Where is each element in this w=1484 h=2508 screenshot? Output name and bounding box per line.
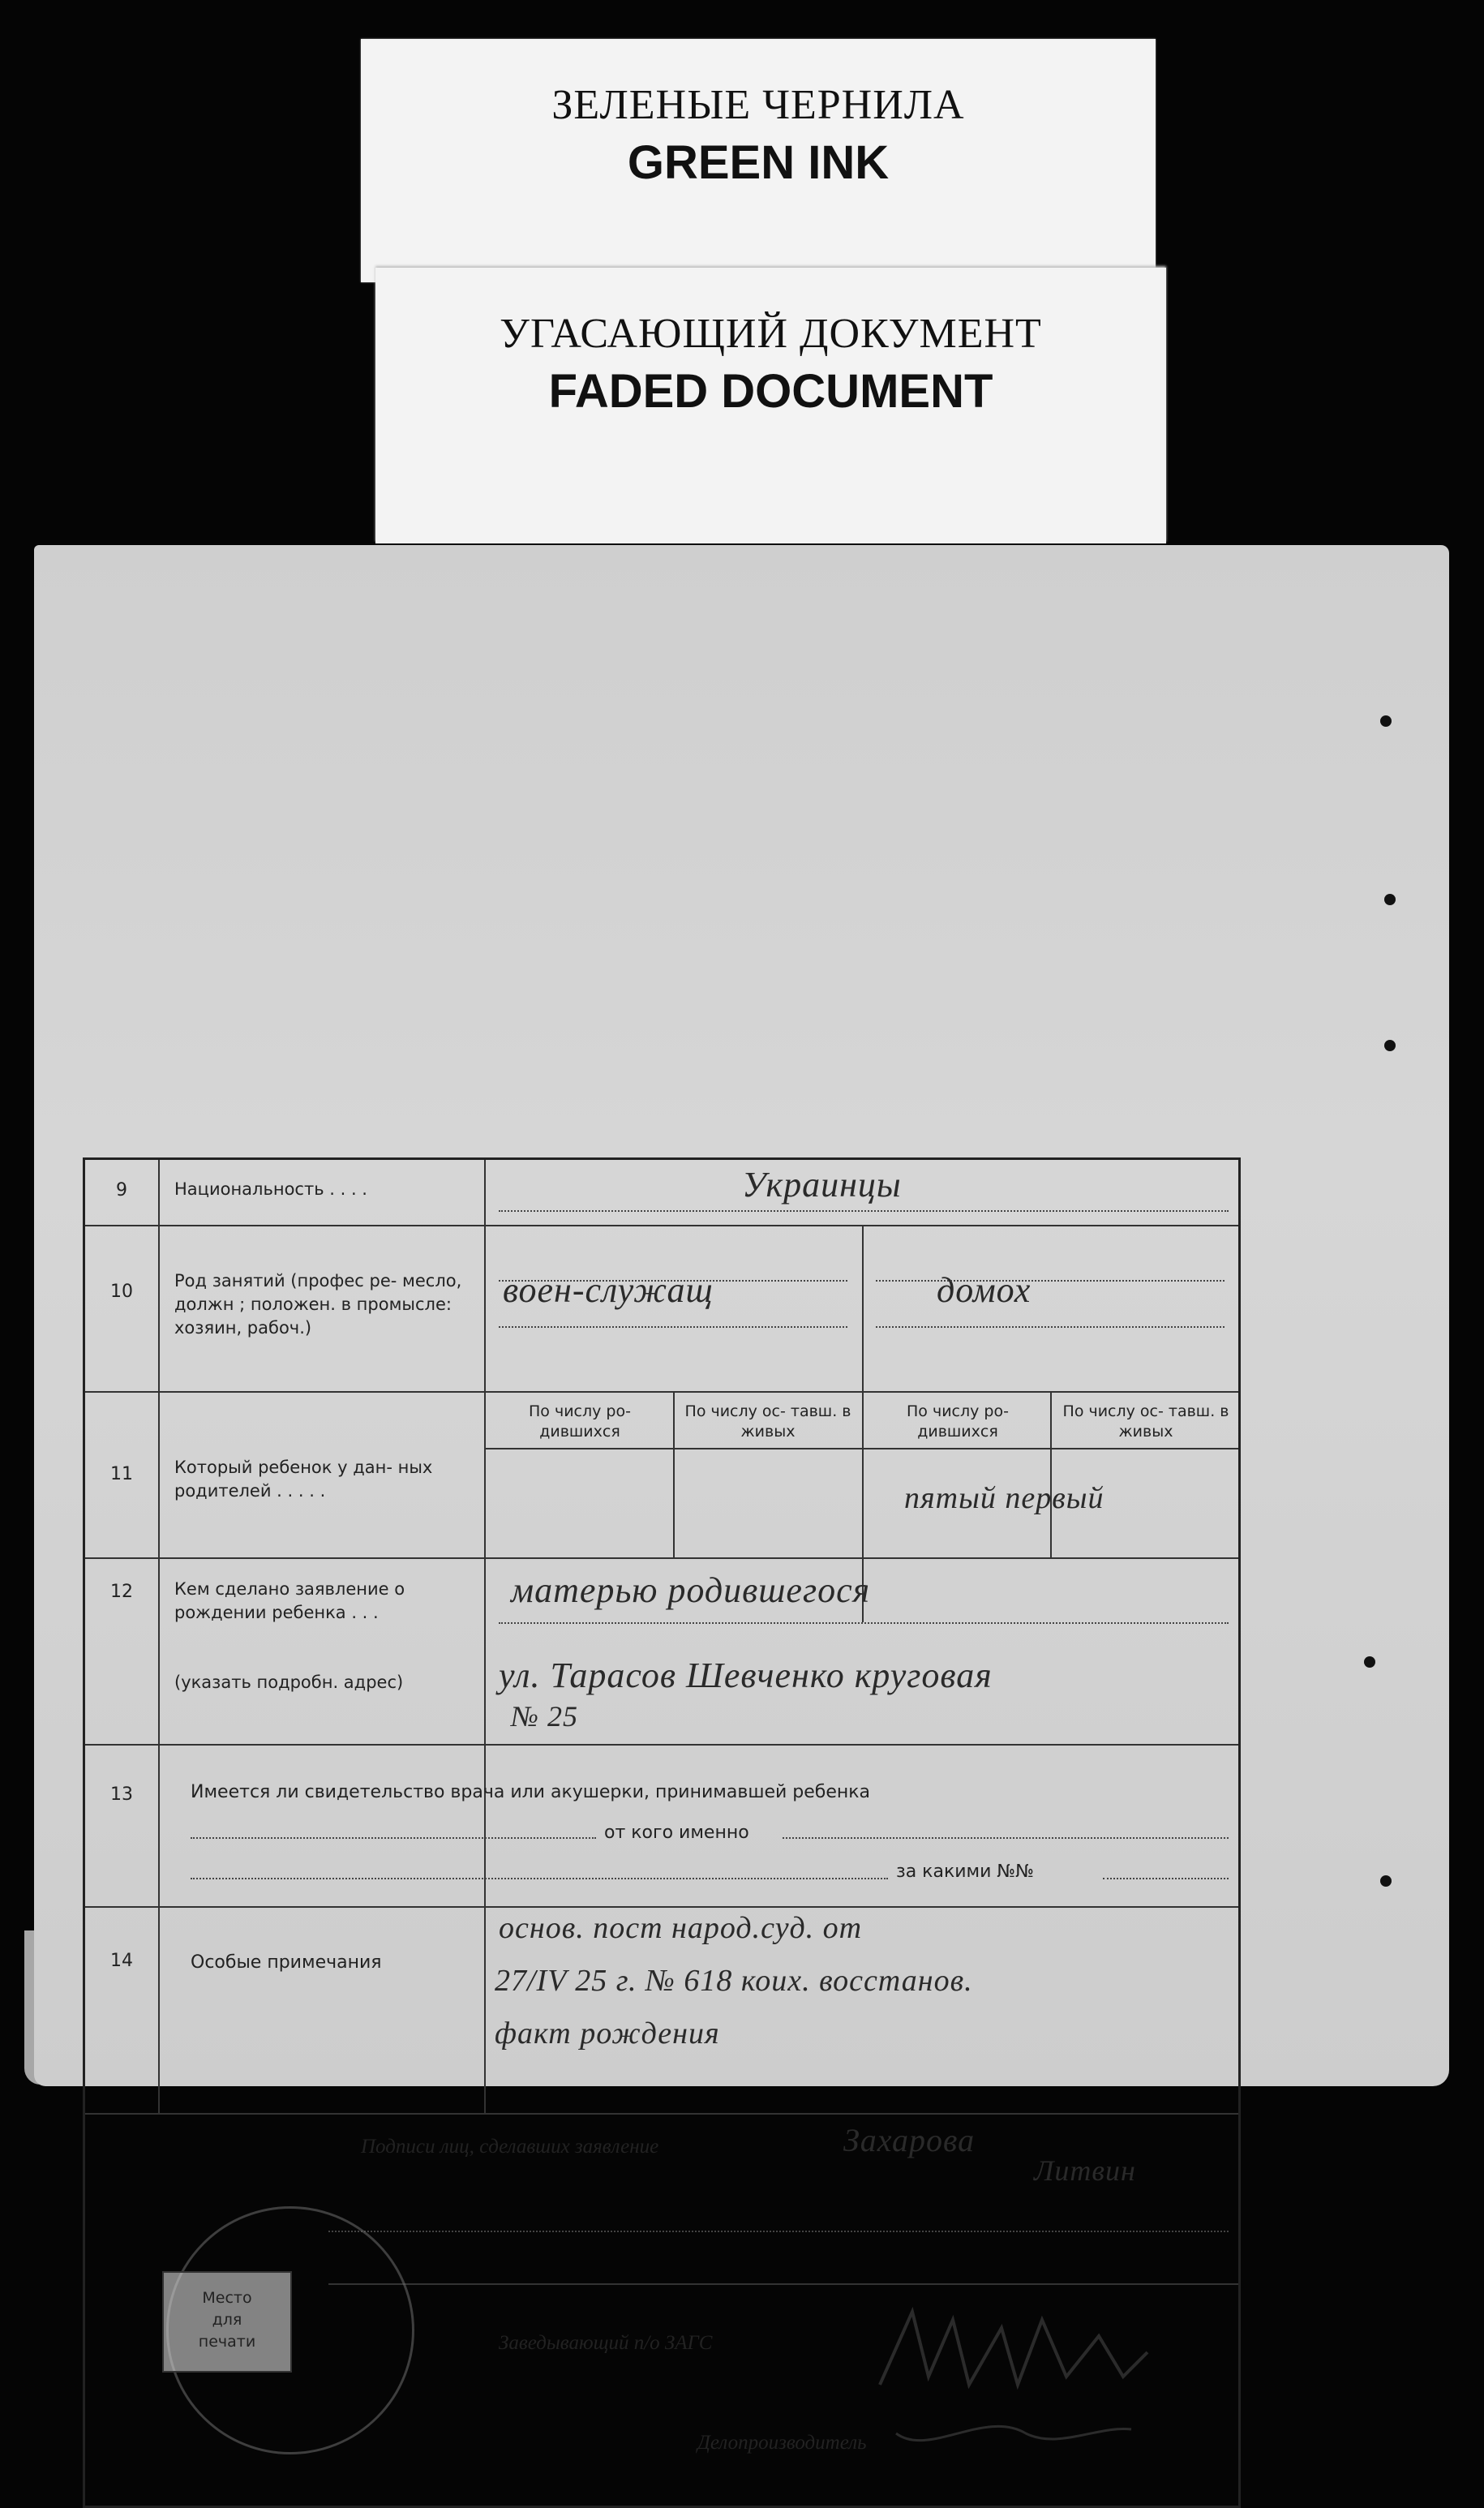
row-divider (85, 1557, 1238, 1559)
dotted-line (783, 1837, 1229, 1839)
row-divider (85, 2113, 1238, 2115)
clerk-label: Делопроизводитель (697, 2432, 867, 2454)
column-divider (862, 1225, 864, 1622)
row-number: 12 (110, 1582, 133, 1602)
declarant-label: Кем сделано заявление о рождении ребенка . . . (174, 1579, 405, 1622)
green-ink-label-ru: ЗЕЛЕНЫЕ ЧЕРНИЛА (551, 82, 965, 128)
declarant-value: матерью родившегося (511, 1570, 871, 1610)
faded-document-label-ru: УГАСАЮЩИЙ ДОКУМЕНТ (500, 311, 1042, 357)
stamp-place-text: для (212, 2311, 242, 2329)
official-signature (864, 2263, 1204, 2474)
dotted-line (499, 1326, 847, 1328)
occupation-mother-value: домох (937, 1270, 1032, 1310)
stamp-place-text: Место (202, 2289, 252, 2307)
remarks-label: Особые примечания (191, 1952, 382, 1973)
declarant-address-label: (указать подробн. адрес) (174, 1673, 404, 1692)
medical-certificate-from-label: от кого именно (604, 1823, 749, 1843)
signature-value: Захарова (843, 2122, 976, 2158)
row-number: 11 (110, 1464, 133, 1484)
row-divider (85, 1744, 1238, 1746)
subheader-born: По числу ро- дившихся (529, 1402, 631, 1441)
occupation-label: Род занятий (профес ре- месло, должн ; положен. в промысле: хозяин, рабоч.) (174, 1271, 462, 1338)
dotted-line (191, 1878, 888, 1879)
punch-hole (1384, 1040, 1396, 1051)
dotted-line (499, 1622, 1229, 1624)
row-divider (484, 1448, 1238, 1449)
green-ink-label-en: GREEN INK (627, 136, 890, 189)
row-divider (85, 1225, 1238, 1226)
punch-hole (1384, 894, 1396, 905)
punch-hole (1380, 715, 1392, 727)
row-number: 13 (110, 1784, 133, 1805)
dotted-line (499, 1280, 847, 1282)
punch-hole (1380, 1875, 1392, 1887)
remarks-value-line1: основ. пост народ.суд. от (499, 1911, 863, 1945)
column-divider (673, 1391, 675, 1557)
signature-stroke (896, 2426, 1131, 2440)
signatures-label: Подписи лиц, сделавших заявление (361, 2136, 659, 2158)
subheader-alive: По числу ос- тавш. в живых (1062, 1402, 1229, 1441)
faded-document-label-card (375, 268, 1166, 543)
signature-value-second: Литвин (1034, 2154, 1136, 2187)
dotted-line (191, 1837, 596, 1839)
medical-certificate-label: Имеется ли свидетельство врача или акушерки, принимавшей ребенка (191, 1782, 871, 1802)
dotted-line (328, 2231, 1229, 2232)
row-divider (85, 1906, 1238, 1908)
occupation-father-value: воен-служащ (503, 1270, 714, 1310)
subheader-born: По числу ро- дившихся (907, 1402, 1009, 1441)
document-sheet (34, 545, 1449, 2454)
signature-stroke (880, 2312, 1147, 2385)
row-number: 9 (116, 1180, 127, 1200)
column-divider (1050, 1391, 1052, 1557)
punch-hole (1364, 1656, 1375, 1668)
row-number: 10 (110, 1282, 133, 1302)
dotted-line (876, 1280, 1225, 1282)
dotted-line (876, 1326, 1225, 1328)
remarks-value-line3: факт рождения (495, 2016, 720, 2051)
row-number: 14 (110, 1951, 133, 1971)
medical-certificate-numbers-label: за какими №№ (896, 1862, 1035, 1882)
declarant-house-value: № 25 (511, 1700, 578, 1733)
green-ink-label-card (361, 39, 1156, 282)
stamp-place-box (162, 2271, 292, 2373)
dotted-line (499, 1210, 1229, 1212)
subheader-alive: По числу ос- тавш. в живых (684, 1402, 851, 1441)
column-divider (158, 1160, 160, 2113)
row-divider (85, 1391, 1238, 1393)
nationality-label: Национальность . . . . (174, 1179, 367, 1199)
declarant-address-value: ул. Тарасов Шевченко круговая (499, 1656, 993, 1695)
column-divider (484, 1160, 486, 2113)
zags-head-label: Заведывающий п/о ЗАГС (499, 2332, 713, 2354)
stamp-place-text: печати (198, 2333, 256, 2351)
faded-document-label-en: FADED DOCUMENT (548, 365, 993, 418)
child-order-value: пятый первый (904, 1481, 1104, 1515)
birth-record-form (83, 1157, 1241, 2508)
dotted-line (1103, 1878, 1229, 1879)
remarks-value-line2: 27/IV 25 г. № 618 коих. восстанов. (495, 1964, 973, 1998)
child-order-label: Который ребенок у дан- ных родителей . . . . . (174, 1458, 433, 1501)
nationality-value: Украинцы (742, 1165, 902, 1205)
